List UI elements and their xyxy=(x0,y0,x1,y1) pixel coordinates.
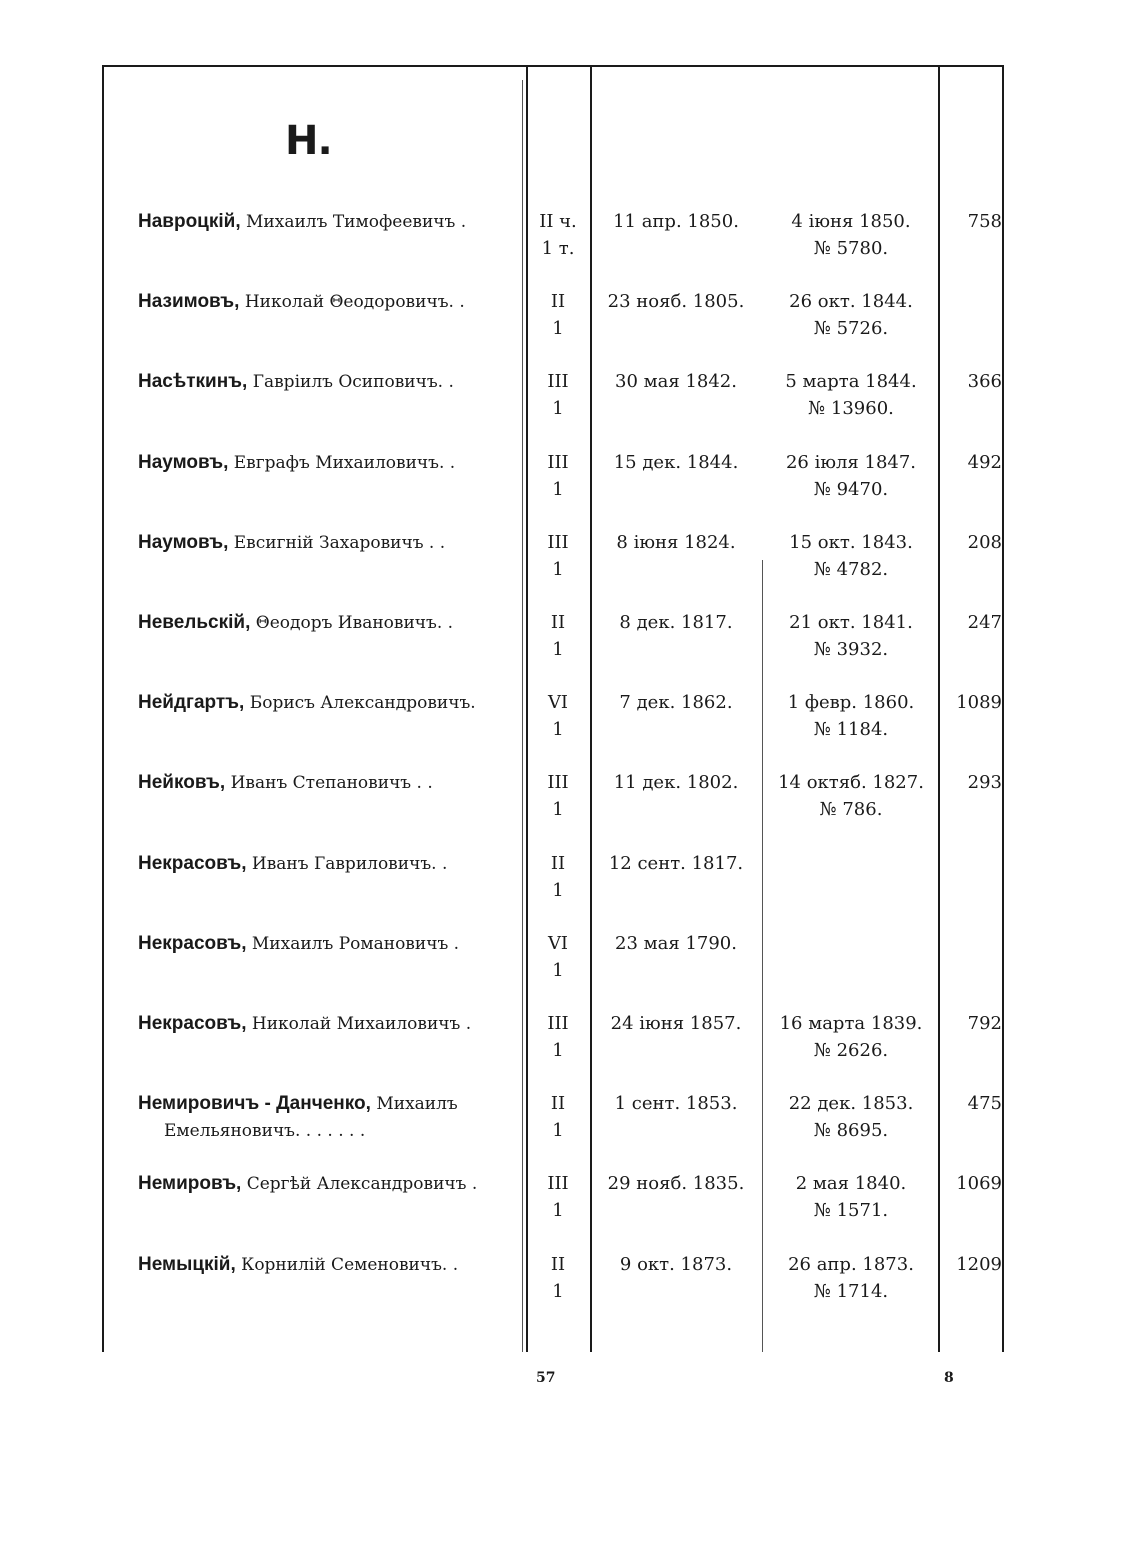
rank: VI xyxy=(547,692,569,714)
decree-number: № 1714. xyxy=(813,1280,889,1302)
table-row xyxy=(0,1251,1140,1331)
given-name-continuation: Емельяновичъ. . . . . . . xyxy=(164,1121,366,1142)
record-number: 492 xyxy=(967,451,1002,473)
person-name xyxy=(138,1090,520,1145)
surname: Немыцкій, xyxy=(138,1253,236,1275)
surname: Наумовъ, xyxy=(138,531,229,553)
decree-date: 26 апр. 1873. xyxy=(788,1253,914,1275)
person-name xyxy=(138,769,520,797)
decree-date: 16 марта 1839. xyxy=(779,1013,923,1034)
given-name: Евграфъ Михаиловичъ. . xyxy=(233,452,456,473)
rank-cell xyxy=(528,1251,588,1305)
record-number: 1069 xyxy=(956,1173,1002,1195)
rank-cell xyxy=(528,769,588,823)
rank: II xyxy=(550,612,566,633)
decree-cell xyxy=(762,1090,940,1144)
decree-cell xyxy=(762,1251,940,1305)
decree-date: 4 іюня 1850. xyxy=(791,211,911,232)
decree-date: 26 окт. 1844. xyxy=(789,291,913,313)
rank: III xyxy=(547,1013,569,1034)
rank-sub: 1 т. xyxy=(541,238,575,259)
rank-sub: 1 xyxy=(552,398,564,420)
rank: VI xyxy=(547,932,569,954)
date-cell: 11 дек. 1802. xyxy=(613,772,739,794)
decree-date: 14 октяб. 1827. xyxy=(778,772,924,794)
decree-number: № 8695. xyxy=(813,1120,889,1142)
person-name xyxy=(138,529,520,557)
rank-cell xyxy=(528,1010,588,1064)
decree-number: № 1571. xyxy=(813,1200,889,1222)
surname: Назимовъ, xyxy=(138,291,240,313)
decree-cell xyxy=(762,288,940,342)
rank: III xyxy=(547,1173,569,1195)
table-row xyxy=(0,769,1140,849)
date-cell: 8 іюня 1824. xyxy=(616,531,736,553)
decree-date: 2 мая 1840. xyxy=(795,1173,907,1195)
rank-sub: 1 xyxy=(552,318,564,340)
person-name xyxy=(138,449,520,477)
record-number: 1209 xyxy=(956,1253,1002,1275)
person-name xyxy=(138,609,520,637)
record-number: 758 xyxy=(967,211,1002,232)
given-name: Борисъ Александровичъ. xyxy=(249,693,476,714)
surname: Навроцкій, xyxy=(138,211,241,232)
date-cell: 7 дек. 1862. xyxy=(619,692,733,714)
page-number-right: 8 xyxy=(944,1370,954,1386)
person-name xyxy=(138,850,520,878)
surname: Немировъ, xyxy=(138,1173,242,1195)
person-name xyxy=(138,288,520,316)
surname: Невельскій, xyxy=(138,612,251,633)
table-row xyxy=(0,1170,1140,1250)
surname: Некрасовъ, xyxy=(138,1013,247,1034)
given-name: Иванъ Гавриловичъ. . xyxy=(251,853,448,874)
decree-cell xyxy=(762,449,940,503)
record-number: 247 xyxy=(967,612,1002,633)
table-row xyxy=(0,449,1140,529)
decree-cell xyxy=(762,689,940,743)
record-number: 366 xyxy=(967,371,1002,393)
rank-sub: 1 xyxy=(552,799,564,821)
rank: II xyxy=(550,1253,566,1275)
top-rule xyxy=(102,65,1004,67)
decree-number: № 2626. xyxy=(813,1040,889,1061)
rank-cell xyxy=(528,1170,588,1224)
surname: Наумовъ, xyxy=(138,451,229,473)
rank: II ч. xyxy=(539,211,577,232)
rank-cell xyxy=(528,288,588,342)
surname: Нейдгартъ, xyxy=(138,692,245,714)
surname: Некрасовъ, xyxy=(138,932,247,954)
decree-cell xyxy=(762,1170,940,1224)
section-letter-heading: Н. xyxy=(285,118,332,164)
rank: III xyxy=(547,772,569,794)
rank-cell xyxy=(528,689,588,743)
table-row xyxy=(0,208,1140,288)
page-number-left: 57 xyxy=(536,1370,556,1386)
rank-cell xyxy=(528,609,588,663)
given-name: Иванъ Степановичъ . . xyxy=(230,773,433,794)
date-cell: 8 дек. 1817. xyxy=(619,612,733,633)
table-row xyxy=(0,368,1140,448)
given-name: Евсигній Захаровичъ . . xyxy=(233,532,446,553)
decree-cell xyxy=(762,368,940,422)
rank-sub: 1 xyxy=(552,478,564,500)
decree-cell xyxy=(762,529,940,583)
surname: Насѣткинъ, xyxy=(138,371,248,393)
decree-cell xyxy=(762,609,940,663)
rank-cell xyxy=(528,368,588,422)
rank: II xyxy=(550,291,566,313)
given-name: Михаилъ xyxy=(376,1094,458,1115)
person-name xyxy=(138,1010,520,1038)
surname: Нейковъ, xyxy=(138,772,226,794)
rank-sub: 1 xyxy=(552,1040,564,1061)
date-cell: 24 іюня 1857. xyxy=(610,1013,742,1034)
decree-number: № 4782. xyxy=(813,558,889,580)
rank: III xyxy=(547,371,569,393)
decree-date: 21 окт. 1841. xyxy=(789,612,913,633)
person-name xyxy=(138,1251,520,1279)
given-name: Сергѣй Александровичъ . xyxy=(246,1174,478,1195)
record-number: 293 xyxy=(967,772,1002,794)
rank: II xyxy=(550,1093,566,1115)
rank-sub: 1 xyxy=(552,1200,564,1222)
rank: III xyxy=(547,531,569,553)
given-name: Гавріилъ Осиповичъ. . xyxy=(252,372,454,393)
surname: Некрасовъ, xyxy=(138,852,247,874)
given-name: Николай Михаиловичъ . xyxy=(251,1014,472,1034)
record-number: 208 xyxy=(967,531,1002,553)
given-name: Корнилій Семеновичъ. . xyxy=(241,1254,459,1275)
table-row xyxy=(0,689,1140,769)
decree-date: 5 марта 1844. xyxy=(785,371,917,393)
record-number: 475 xyxy=(967,1093,1002,1115)
date-cell: 23 нояб. 1805. xyxy=(607,291,745,313)
rank-cell xyxy=(528,208,588,262)
person-name xyxy=(138,1170,520,1198)
table-row xyxy=(0,609,1140,689)
rank-sub: 1 xyxy=(552,959,564,981)
rank-sub: 1 xyxy=(552,1280,564,1302)
given-name: Θеодоръ Ивановичъ. . xyxy=(255,613,454,633)
table-row xyxy=(0,1010,1140,1090)
rank-cell xyxy=(528,529,588,583)
decree-date: 26 іюля 1847. xyxy=(785,451,917,473)
decree-number: № 1184. xyxy=(813,719,889,741)
decree-cell xyxy=(762,208,940,262)
date-cell: 12 сент. 1817. xyxy=(608,852,744,874)
rank: II xyxy=(550,852,566,874)
rank: III xyxy=(547,451,569,473)
record-number: 1089 xyxy=(956,692,1002,714)
decree-cell xyxy=(762,769,940,823)
rank-sub: 1 xyxy=(552,639,564,660)
table-row xyxy=(0,850,1140,930)
rank-cell xyxy=(528,930,588,984)
decree-number: № 3932. xyxy=(813,639,889,660)
given-name: Михаилъ Романовичъ . xyxy=(251,933,460,954)
decree-date: 22 дек. 1853. xyxy=(788,1093,914,1115)
decree-number: № 5780. xyxy=(813,238,889,259)
record-number: 792 xyxy=(967,1013,1002,1034)
date-cell: 15 дек. 1844. xyxy=(613,451,739,473)
given-name: Николай Θеодоровичъ. . xyxy=(244,292,465,313)
table-row xyxy=(0,529,1140,609)
person-name xyxy=(138,208,520,236)
date-cell: 9 окт. 1873. xyxy=(619,1253,733,1275)
given-name: Михаилъ Тимофеевичъ . xyxy=(246,212,467,232)
rank-cell xyxy=(528,850,588,904)
rank-sub: 1 xyxy=(552,719,564,741)
rank-sub: 1 xyxy=(552,879,564,901)
decree-date: 15 окт. 1843. xyxy=(789,531,913,553)
table-row xyxy=(0,1090,1140,1170)
decree-cell xyxy=(762,1010,940,1064)
date-cell: 11 апр. 1850. xyxy=(613,211,739,232)
rank-cell xyxy=(528,1090,588,1144)
rank-sub: 1 xyxy=(552,1120,564,1142)
decree-date: 1 февр. 1860. xyxy=(787,692,915,714)
surname: Немировичъ - Данченко, xyxy=(138,1093,371,1115)
table-row xyxy=(0,288,1140,368)
decree-number: № 9470. xyxy=(813,478,889,500)
person-name xyxy=(138,689,520,717)
date-cell: 23 мая 1790. xyxy=(615,932,737,954)
person-name xyxy=(138,930,520,958)
date-cell: 29 нояб. 1835. xyxy=(607,1173,745,1195)
decree-number: № 13960. xyxy=(808,398,894,420)
date-cell: 30 мая 1842. xyxy=(615,371,737,393)
decree-number: № 5726. xyxy=(813,318,889,340)
person-name xyxy=(138,368,520,396)
decree-number: № 786. xyxy=(819,799,883,821)
rank-cell xyxy=(528,449,588,503)
table-row xyxy=(0,930,1140,1010)
rank-sub: 1 xyxy=(552,558,564,580)
date-cell: 1 сент. 1853. xyxy=(614,1093,738,1115)
